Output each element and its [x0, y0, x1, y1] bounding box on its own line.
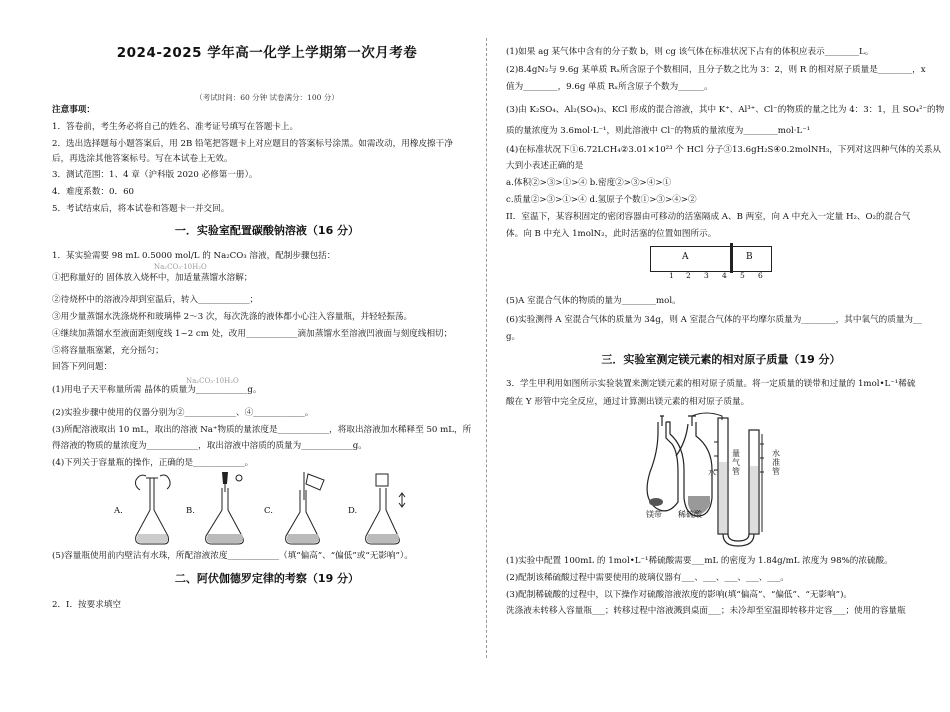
question-line: 大到小表述正确的是 — [506, 161, 584, 171]
y-tube-apparatus — [626, 412, 796, 552]
question-line: 质的量浓度为 3.6mol·L⁻¹，则此溶液中 Cl⁻的物质的量浓度为________mol·L⁻¹ — [506, 126, 811, 136]
apparatus-label-water: 水 — [708, 468, 716, 477]
note-item: 5．考试结束后，将本试卷和答题卡一并交回。 — [52, 204, 230, 214]
note-item: 后，再选涂其他答案标号。写在本试卷上无效。 — [52, 154, 233, 164]
option-label-c: C. — [264, 506, 273, 516]
question-line: 洗涤液未转移入容量瓶___；转移过程中溶液溅到桌面___；未冷却至室温即转移并定容___；使用的容量瓶 — [506, 606, 906, 616]
notes-heading: 注意事项： — [52, 105, 95, 115]
flask-figure-d — [358, 470, 414, 550]
scale-tick: 6 — [758, 271, 763, 280]
section3-heading: 三．实验室测定镁元素的相对原子质量（19 分） — [601, 353, 841, 366]
scale-tick: 5 — [740, 271, 745, 280]
page-title: 2024-2025 学年高一化学上学期第一次月考卷 — [116, 45, 418, 61]
question-line: (4)在标准状况下①6.72LCH₄②3.01×10²³ 个 HCl 分子③13.6gH₂S④0.2molNH₃，下列对这四种气体的关系从 — [506, 145, 942, 155]
question-line: (2)实验步骤中使用的仪器分别为②____________、④____________。 — [52, 408, 314, 418]
question-line: (5)容量瓶使用前内壁沾有水珠，所配溶液浓度____________（填“偏高”、“偏低”或“无影响”）。 — [52, 551, 413, 561]
question-line: a.体积②>③>①>④ b.密度②>③>④>① — [506, 178, 672, 188]
question-line: 酸在 Y 形管中完全反应，通过计算测出镁元素的相对原子质量。 — [506, 397, 750, 407]
question-line: ③用少量蒸馏水洗涤烧杯和玻璃棒 2～3 次，每次洗涤的液体都小心注入容量瓶，并轻轻振荡。 — [52, 312, 413, 322]
flask-figure-c — [274, 470, 334, 550]
option-label-d: D. — [348, 506, 358, 516]
question-line: (1)用电子天平称量所需 晶体的质量为____________g。 — [52, 385, 262, 395]
piston-container — [650, 246, 776, 282]
question-line: (2)配制该稀硫酸过程中需要使用的玻璃仪器有___、___、___、___、___。 — [506, 573, 789, 583]
question-line: 得溶液的物质的量浓度为____________，取出溶液中溶质的质量为____________g。 — [52, 441, 367, 451]
question-line: ④继续加蒸馏水至液面距刻度线 1~2 cm 处，改用____________滴加蒸馏水至溶液凹液面与刻度线相切； — [52, 329, 453, 339]
left-column — [52, 0, 482, 672]
apparatus-label-mg: 镁带 — [646, 510, 662, 519]
chamber-a-label: A — [682, 252, 689, 262]
question-line: (6)实验测得 A 室混合气体的质量为 34g，则 A 室混合气体的平均摩尔质量为________，其中氧气的质量为__ — [506, 315, 922, 325]
scale-tick: 1 — [669, 271, 674, 280]
question-line: 值为________，9.6g 单质 Rₓ所含原子个数为______。 — [506, 82, 713, 92]
right-column — [506, 40, 945, 712]
question-line: (3)由 K₂SO₄、Al₂(SO₄)₃、KCl 形成的混合溶液，其中 K⁺、Al³⁺、Cl⁻的物质的量之比为 4：3：1，且 SO₄²⁻的物 — [506, 105, 945, 115]
question-line: 3．学生甲利用如图所示实验装置来测定镁元素的相对原子质量。将一定质量的镁带和过量的 1mol•L⁻¹稀硫 — [506, 379, 916, 389]
question-line: (1)如果 ag 某气体中含有的分子数 b，则 cg 该气体在标准状况下占有的体积应表示________L。 — [506, 47, 874, 57]
question-line: (1)实验中配置 100mL 的 1mol•L⁻¹稀硫酸需要___mL 的密度为 1.84g/mL 浓度为 98%的浓硫酸。 — [506, 556, 893, 566]
question-line: (5)A 室混合气体的物质的量为________mol。 — [506, 296, 681, 306]
question-line: ①把称量好的 固体放入烧杯中，加适量蒸馏水溶解； — [52, 273, 253, 283]
column-divider — [486, 38, 487, 658]
note-item: 3．测试范围：1、4 章（沪科版 2020 必修第一册）。 — [52, 170, 258, 180]
scale-tick: 3 — [704, 271, 709, 280]
apparatus-label-acid: 稀硫酸 — [678, 510, 702, 519]
question-line: ⑤将容量瓶塞紧，充分摇匀； — [52, 346, 164, 356]
note-item: 2．选出选择题每小题答案后，用 2B 铅笔把答题卡上对应题目的答案标号涂黑。如需改动，用橡皮擦干净 — [52, 139, 453, 149]
apparatus-label-level: 水准管 — [772, 449, 780, 476]
question-line: (2)8.4gN₂与 9.6g 某单质 Rₓ所含原子个数相同，且分子数之比为 3：2，则 R 的相对原子质量是________，x — [506, 65, 926, 75]
apparatus-label-tube: 量气管 — [732, 449, 740, 476]
question-line: g。 — [506, 332, 521, 342]
option-label-b: B. — [186, 506, 195, 516]
piston — [730, 243, 733, 273]
flask-figure-a — [124, 472, 180, 548]
question-line: (3)配制稀硫酸的过程中，以下操作对硫酸溶液浓度的影响(填“偏高”、“偏低”、“无影响”)。 — [506, 590, 853, 600]
section2-heading: 二、阿伏伽德罗定律的考察（19 分） — [174, 572, 360, 585]
question-line: 1．某实验需要 98 mL 0.5000 mol/L 的 Na₂CO₃ 溶液，配制步骤包括： — [52, 251, 336, 261]
chamber-b-label: B — [746, 252, 753, 262]
question-line: 体。向 B 中充入 1molN₂，此时活塞的位置如图所示。 — [506, 229, 717, 239]
question-line: c.质量②>③>①>④ d.氢原子个数①>③>④>② — [506, 195, 697, 205]
option-label-a: A. — [114, 506, 123, 516]
scale-tick: 4 — [722, 271, 727, 280]
question-line: 2．I．按要求填空 — [52, 600, 122, 610]
question-line: (3)所配溶液取出 10 mL，取出的溶液 Na⁺物质的量浓度是____________，将取出溶液加水稀释至 50 mL，所 — [52, 425, 472, 435]
faint-formula: Na₂CO₃·10H₂O — [186, 377, 239, 385]
question-line: 回答下列问题： — [52, 362, 113, 372]
question-line: ②待烧杯中的溶液冷却到室温后，转入____________； — [52, 295, 259, 305]
note-item: 4．难度系数：0．60 — [52, 187, 135, 197]
question-line: (4)下列关于容量瓶的操作，正确的是____________。 — [52, 458, 254, 468]
note-item: 1．答卷前，考生务必将自己的姓名、准考证号填写在答题卡上。 — [52, 122, 299, 132]
scale-tick: 2 — [686, 271, 691, 280]
exam-subtitle: （考试时间：60 分钟 试卷满分：100 分） — [195, 93, 339, 102]
faint-formula: Na₂CO₃·10H₂O — [154, 263, 207, 271]
question-line: II．室温下，某容积固定的密闭容器由可移动的活塞隔成 A、B 两室，向 A 中充入一定量 H₂、O₂的混合气 — [506, 212, 911, 222]
section1-heading: 一．实验室配置碳酸钠溶液（16 分） — [174, 224, 360, 237]
flask-figure-b — [196, 470, 256, 550]
